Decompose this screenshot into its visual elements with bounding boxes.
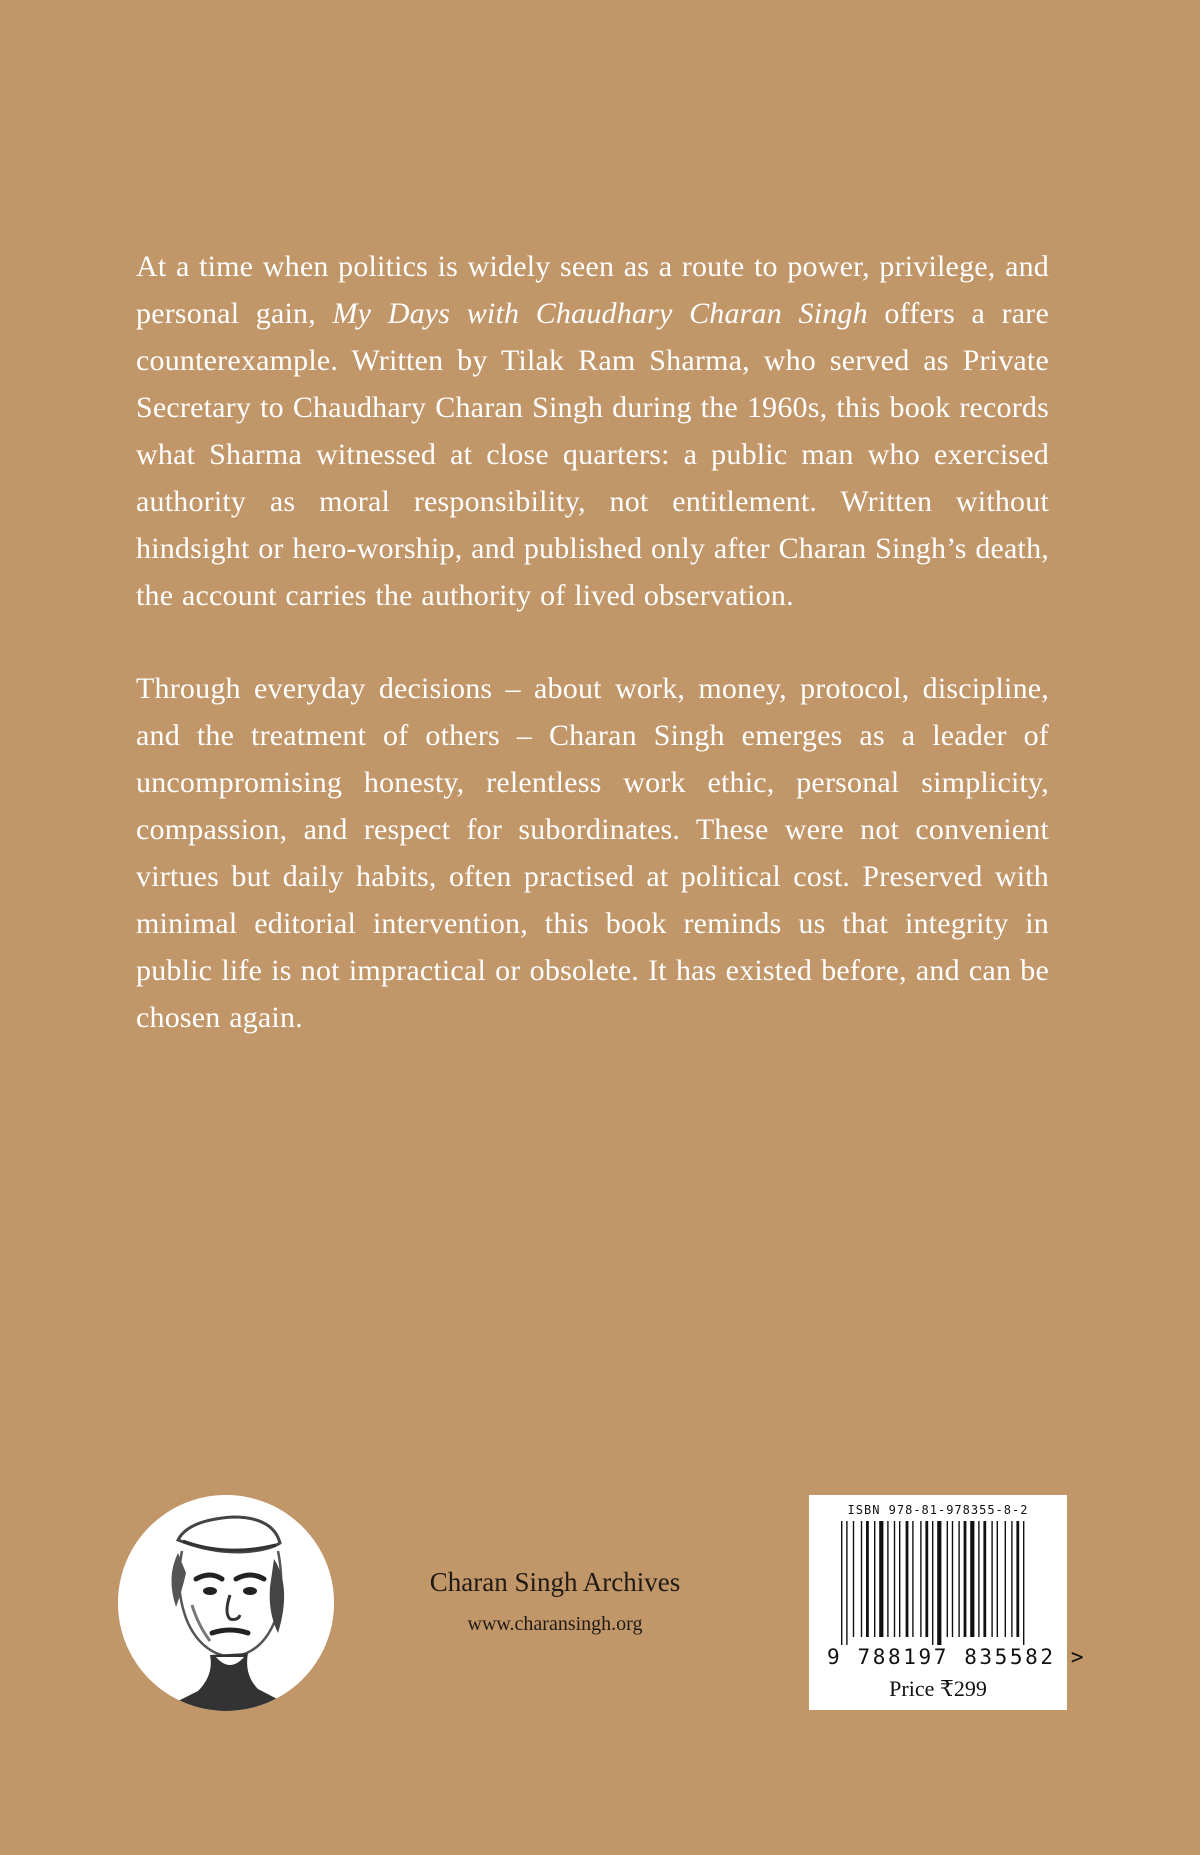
barcode-bar <box>861 1521 862 1637</box>
description-paragraph-2: Through everyday decisions – about work, money, protocol, discipline, and the treatment of others – Charan Singh emerges as a leader of uncompromising honesty, relentless work ethic, personal simplicity, compassion, and respect for subordinates. These were not convenient virtues but daily habits, often practised at political cost. Preserved with minimal editorial intervention, this book reminds us that integrity in public life is not impractical or obsolete. It has existed before, and can be chosen again. <box>136 672 1049 1034</box>
barcode-bar <box>925 1521 928 1637</box>
barcode-bar <box>958 1521 959 1637</box>
barcode-bar <box>1005 1521 1006 1637</box>
description-paragraph-1 <box>136 243 1049 619</box>
description-paragraph-1-lead: At a time when politics is widely seen as a route to power, privilege, and personal gain, <box>136 250 1049 330</box>
back-cover-description <box>136 243 1049 1041</box>
barcode-bar <box>853 1521 854 1637</box>
barcode-bar <box>1016 1521 1019 1637</box>
barcode-bar <box>866 1521 869 1637</box>
isbn-label: ISBN 978-81-978355-8-2 <box>847 1503 1029 1517</box>
barcode-bar <box>952 1521 953 1637</box>
publisher-website: www.charansingh.org <box>467 1613 643 1635</box>
barcode-bar <box>978 1521 979 1637</box>
barcode-bar <box>947 1521 948 1637</box>
barcode-bar <box>920 1521 921 1637</box>
book-title: My Days with Chaudhary Charan Singh <box>332 297 868 330</box>
barcode-bar <box>846 1521 847 1645</box>
barcode-bar <box>841 1521 842 1645</box>
barcode-bar <box>964 1521 967 1637</box>
barcode-bar <box>932 1521 933 1645</box>
barcode-bar <box>937 1521 941 1645</box>
barcode-digits: 9 788197 835582 > <box>827 1645 1087 1669</box>
publisher-name: Charan Singh Archives <box>429 1567 681 1597</box>
publisher-block <box>380 1562 730 1638</box>
price-label: Price ₹299 <box>889 1676 987 1701</box>
barcode-bar <box>1023 1521 1024 1645</box>
portrait-sketch-icon <box>118 1495 334 1711</box>
description-paragraph-1-rest: offers a rare counterexample. Written by Tilak Ram Sharma, who served as Private Secretary to Chaudhary Charan Singh during the 1960s, this book records what Sharma witnessed at close quarters: a public man who exercised authority as moral responsibility, not entitlement. Written without hindsight or hero-worship, and published only after Charan Singh’s death, the account carries the authority of lived observation. <box>136 297 1049 612</box>
barcode-bar <box>894 1521 895 1637</box>
barcode-bar <box>879 1521 883 1637</box>
barcode-bar <box>1011 1521 1012 1637</box>
barcode-bar <box>970 1521 974 1637</box>
barcode-icon <box>841 1521 1041 1645</box>
barcode-bar <box>887 1521 888 1637</box>
barcode-bar <box>997 1521 998 1637</box>
barcode-bar <box>906 1521 909 1637</box>
barcode-bar <box>983 1521 986 1637</box>
barcode-bar <box>912 1521 913 1637</box>
portrait-illustration <box>118 1495 334 1711</box>
barcode-bar <box>899 1521 900 1637</box>
barcode-bar <box>991 1521 992 1637</box>
barcode-bar <box>874 1521 875 1637</box>
isbn-barcode-panel <box>809 1495 1087 1710</box>
